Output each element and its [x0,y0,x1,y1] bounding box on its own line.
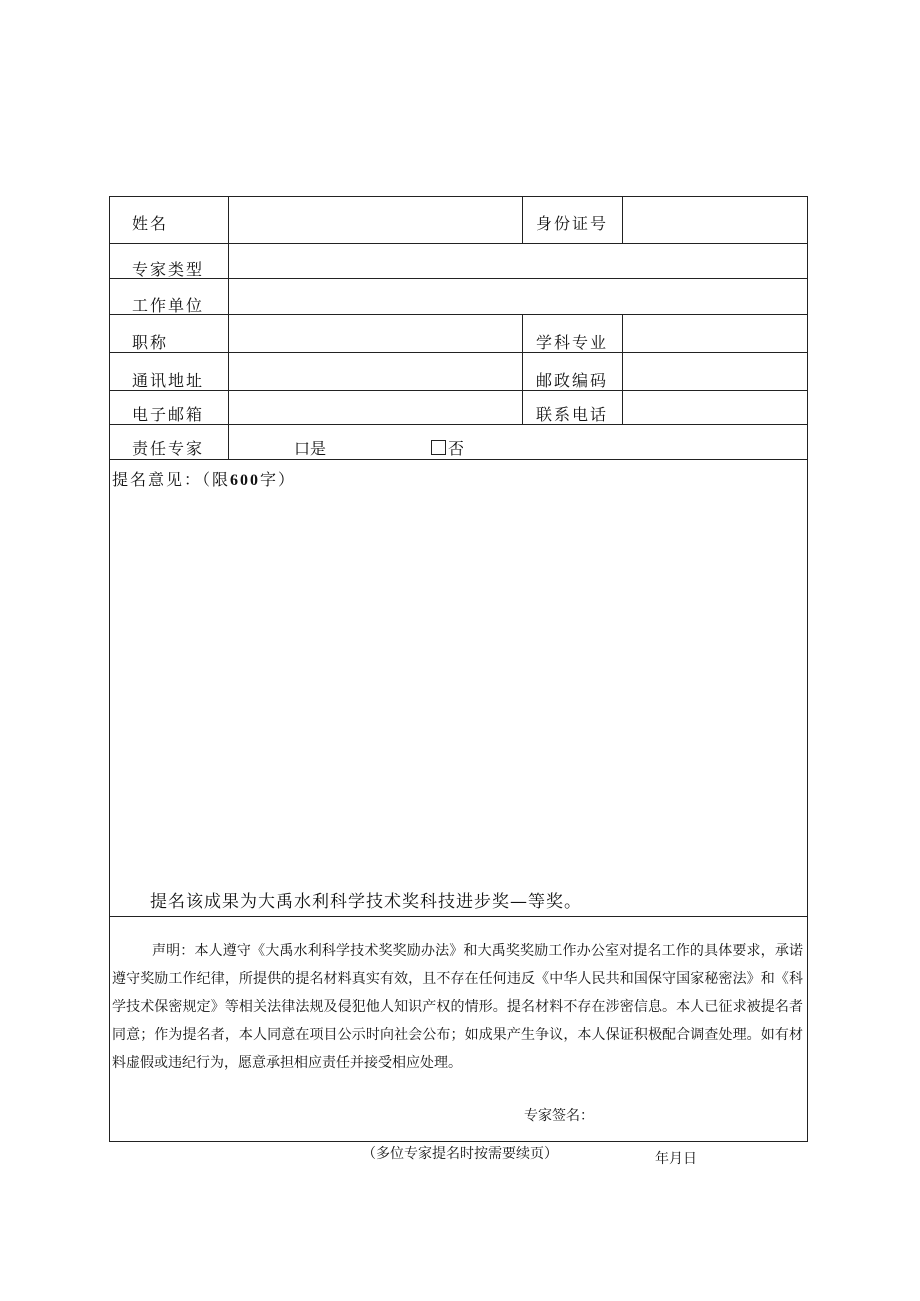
phone-label: 联系电话 [536,405,609,424]
yes-option-label: 口是 [294,439,327,458]
declaration-text: 声明：本人遵守《大禹水利科学技术奖奖励办法》和大禹奖奖励工作办公室对提名工作的具体要求，承诺遵守奖励工作纪律，所提供的提名材料真实有效，且不存在任何违反《中华人民共和国保守国家秘密法》和《科学技术保密规定》等相关法律法规及侵犯他人知识产权的情形。提名材料不存在涉密信息。本人已征求被提名者同意；作为提名者，本人同意在项目公示时向社会公布；如成果产生争议，本人保证积极配合调查处理。如有材料虚假或违纪行为，愿意承担相应责任并接受相应处理。 [112,943,803,1071]
signature-label: 专家签名： [524,1108,594,1124]
name-field[interactable] [230,198,520,242]
date-label: 年月日 [655,1151,697,1167]
address-field[interactable] [230,353,520,389]
discipline-label: 学科专业 [536,333,609,352]
postal-code-field[interactable] [624,353,806,389]
opinion-limit: 600 [230,472,261,489]
id-number-label: 身份证号 [536,214,609,233]
column-divider [622,314,623,424]
id-number-field[interactable] [624,198,806,242]
continuation-note: （多位专家提名时按需要续页） [362,1146,558,1162]
email-field[interactable] [230,391,520,423]
work-unit-field[interactable] [230,279,806,313]
email-label: 电子邮箱 [132,405,205,424]
responsible-expert-yes-option[interactable] [294,436,326,459]
expert-type-field[interactable] [230,244,806,277]
opinion-label-suffix: 字） [260,470,297,489]
column-divider [522,197,523,243]
title-field[interactable] [230,315,520,351]
opinion-label-prefix: 提名意见：（限 [112,470,231,489]
nomination-statement: 提名该成果为大禹水利科学技术奖科技进步奖—等奖。 [150,892,582,912]
row-divider [110,459,807,460]
title-label: 职称 [132,333,169,352]
column-divider [622,197,623,243]
discipline-field[interactable] [624,315,806,351]
responsible-expert-no-option[interactable] [431,436,464,459]
postal-code-label: 邮政编码 [536,371,609,390]
row-divider [110,916,807,917]
column-divider [522,314,523,424]
work-unit-label: 工作单位 [132,296,205,315]
no-option-label: 否 [448,439,465,458]
phone-field[interactable] [624,391,806,423]
address-label: 通讯地址 [132,371,205,390]
opinion-label [112,467,296,490]
expert-type-label: 专家类型 [132,260,205,279]
opinion-textarea[interactable] [112,493,805,873]
row-divider [110,424,807,425]
name-label: 姓名 [132,214,169,233]
label-column-divider [228,197,229,459]
checkbox-icon[interactable] [431,440,446,455]
responsible-expert-label: 责任专家 [132,439,205,458]
